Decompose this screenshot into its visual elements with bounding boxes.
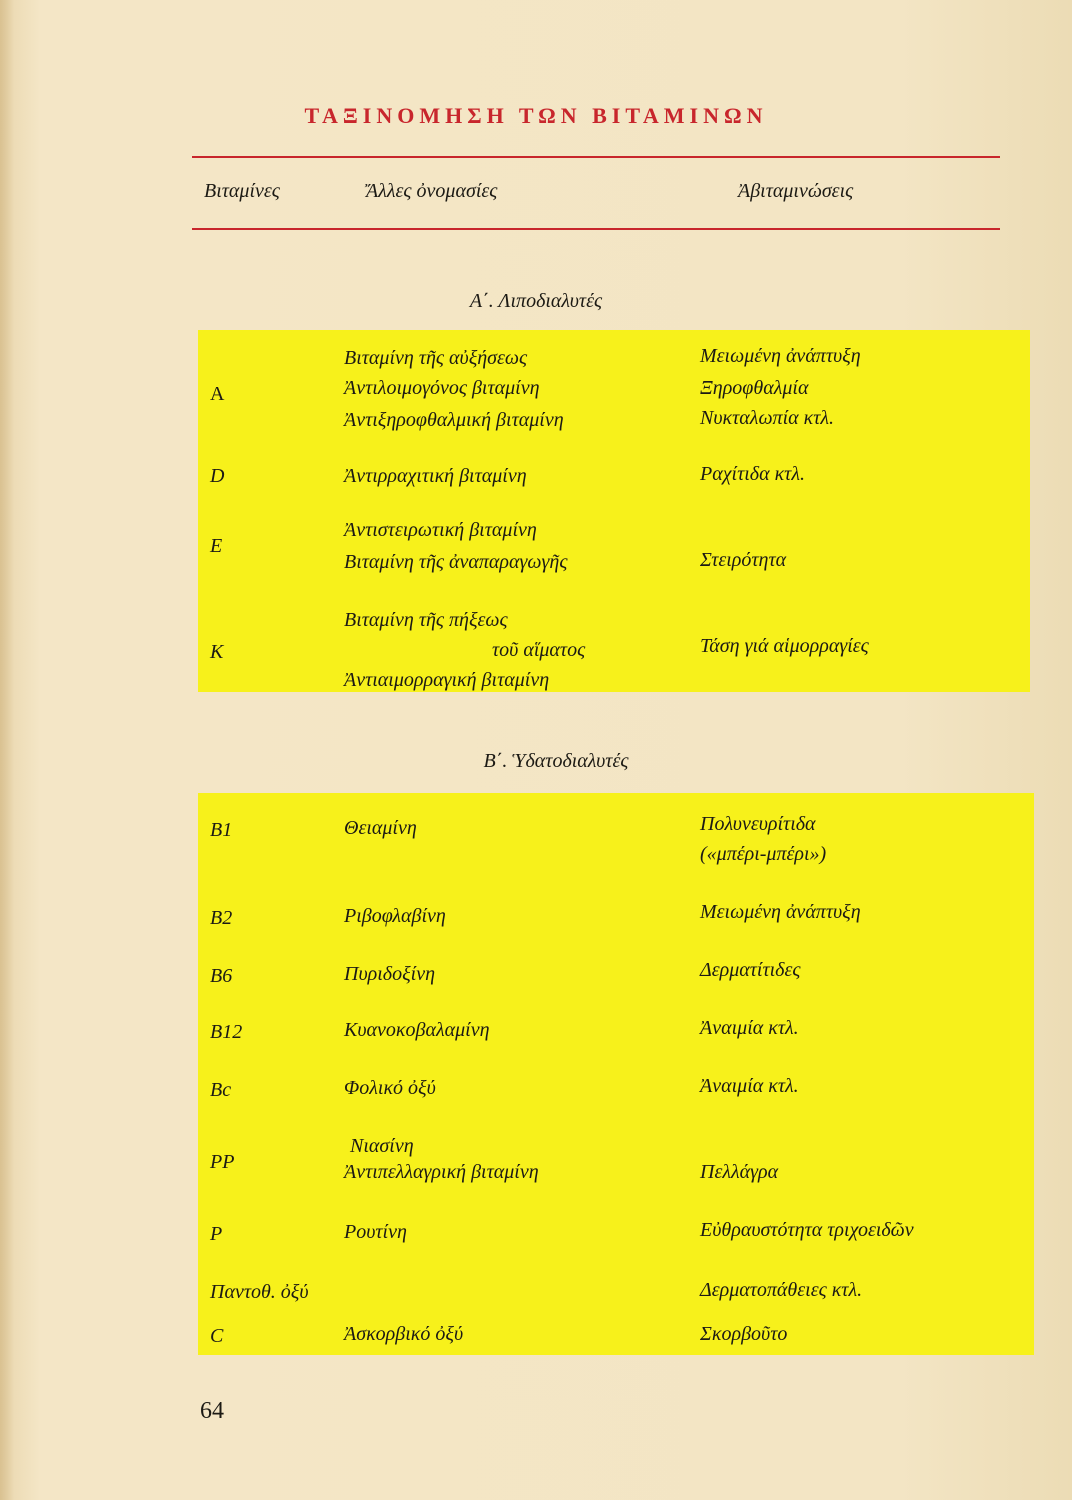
deficiency: Πελλάγρα <box>700 1161 779 1183</box>
deficiency: Ξηροφθαλμία <box>700 377 809 399</box>
other-name: Ἀντιστειρωτική βιταμίνη <box>344 519 537 541</box>
section-a-highlight <box>198 330 1030 692</box>
other-name: Ἀντιπελλαγρική βιταμίνη <box>344 1161 539 1183</box>
vitamin-label: B2 <box>210 907 233 929</box>
other-name: Ἀντιαιμορραγική βιταμίνη <box>344 669 550 691</box>
vitamin-label: B12 <box>210 1021 243 1043</box>
other-name: Θειαμίνη <box>344 817 417 839</box>
other-name: Ἀσκορβικό ὀξύ <box>344 1323 464 1345</box>
vitamin-label: C <box>210 1325 224 1347</box>
page-number: 64 <box>200 1398 224 1424</box>
deficiency: Ραχίτιδα κτλ. <box>700 463 805 485</box>
deficiency: Μειωμένη ἀνάπτυξη <box>700 345 861 367</box>
header-rule-bottom <box>192 228 1000 230</box>
page-title: ΤΑΞΙΝΟΜΗΣΗ ΤΩΝ ΒΙΤΑΜΙΝΩΝ <box>304 103 768 128</box>
column-header-vitamins: Βιταμίνες <box>204 180 280 202</box>
vitamin-label: A <box>210 383 225 405</box>
vitamin-label: PP <box>210 1151 235 1173</box>
vitamin-label: K <box>210 641 224 663</box>
other-name: Ρουτίνη <box>344 1221 407 1243</box>
other-name: Νιασίνη <box>350 1135 414 1157</box>
deficiency: Ἀναιμία κτλ. <box>700 1075 799 1097</box>
vitamin-label: B6 <box>210 965 233 987</box>
deficiency: Ἀναιμία κτλ. <box>700 1017 799 1039</box>
vitamin-label: Bc <box>210 1079 232 1101</box>
header-rule-top <box>192 156 1000 158</box>
other-name: Ριβοφλαβίνη <box>344 905 446 927</box>
other-name: Βιταμίνη τῆς ἀναπαραγωγῆς <box>344 551 568 573</box>
other-name: Κυανοκοβαλαμίνη <box>344 1019 490 1041</box>
vitamin-label: D <box>210 465 225 487</box>
other-name: Βιταμίνη τῆς πήξεως <box>344 609 508 631</box>
deficiency: Νυκταλωπία κτλ. <box>700 407 835 429</box>
deficiency: Εὐθραυστότητα τριχοειδῶν <box>700 1219 914 1241</box>
section-a-title: Α΄. Λιποδιαλυτές <box>469 290 603 312</box>
vitamin-label: E <box>210 535 223 557</box>
section-b-highlight <box>198 793 1034 1355</box>
deficiency: Στειρότητα <box>700 549 787 571</box>
deficiency: Μειωμένη ἀνάπτυξη <box>700 901 861 923</box>
column-header-avitaminoses: Ἀβιταμινώσεις <box>738 180 854 202</box>
other-name: Ἀντιρραχιτική βιταμίνη <box>344 465 527 487</box>
vitamin-label: P <box>210 1223 223 1245</box>
other-name: Βιταμίνη τῆς αὐξήσεως <box>344 347 528 369</box>
column-header-other-names: Ἄλλες ὀνομασίες <box>366 180 498 202</box>
binding-shadow <box>0 0 14 1500</box>
other-name: τοῦ αἵματος <box>492 639 586 661</box>
other-name: Ἀντιξηροφθαλμική βιταμίνη <box>344 409 564 431</box>
vitamin-label: Παντοθ. ὀξύ <box>210 1281 309 1303</box>
deficiency: Τάση γιά αἱμορραγίες <box>700 635 869 657</box>
deficiency: Δερματίτιδες <box>700 959 801 981</box>
deficiency: Δερματοπάθειες κτλ. <box>700 1279 863 1301</box>
other-name: Φολικό ὀξύ <box>344 1077 436 1099</box>
section-b-title: Β΄. Ὑδατοδιαλυτές <box>483 750 629 772</box>
deficiency: («μπέρι-μπέρι») <box>700 843 827 865</box>
deficiency: Σκορβοῦτο <box>700 1323 788 1345</box>
other-name: Ἀντιλοιμογόνος βιταμίνη <box>344 377 540 399</box>
vitamin-label: B1 <box>210 819 233 841</box>
deficiency: Πολυνευρίτιδα <box>700 813 816 835</box>
other-name: Πυριδοξίνη <box>344 963 435 985</box>
